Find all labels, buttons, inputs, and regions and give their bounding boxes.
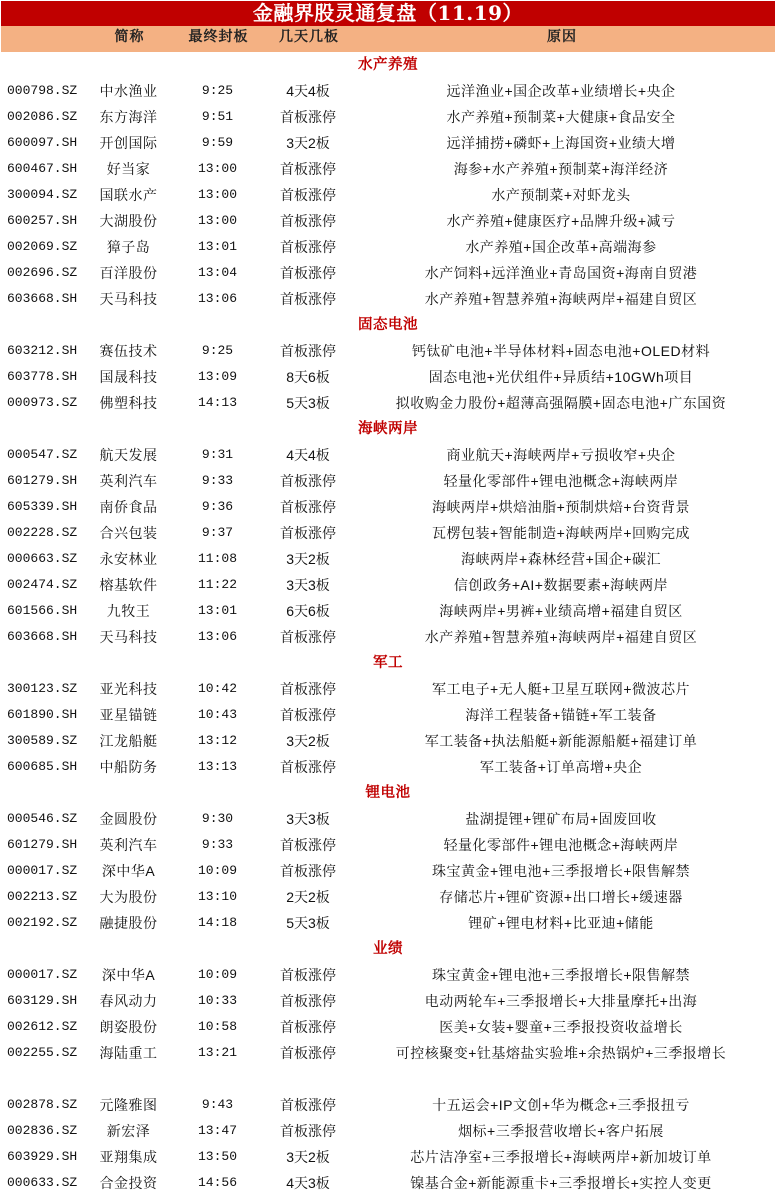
final-seal-time: 9:37 [201, 525, 234, 540]
section-title: 业绩 [373, 941, 403, 957]
stock-code: 000798.SZ [7, 83, 78, 98]
final-seal-time: 9:25 [201, 83, 234, 98]
stock-code: 601279.SH [7, 473, 78, 488]
stock-code: 002836.SZ [7, 1123, 78, 1138]
limit-up-reason: 远洋捕捞+磷虾+上海国资+业绩大增 [446, 135, 676, 151]
table-row [0, 182, 776, 208]
days-boards: 首板涨停 [280, 1019, 336, 1035]
stock-code: 000017.SZ [7, 863, 78, 878]
table-row [0, 1170, 776, 1196]
header-final-seal-time: 最终封板 [188, 28, 249, 44]
stock-code: 300094.SZ [7, 187, 78, 202]
final-seal-time: 9:43 [201, 1097, 234, 1112]
days-boards: 首板涨停 [280, 525, 336, 541]
stock-name: 百洋股份 [99, 265, 158, 281]
stock-code: 002255.SZ [7, 1045, 78, 1060]
limit-up-reason: 水产预制菜+对虾龙头 [491, 187, 631, 203]
days-boards: 5天3板 [286, 395, 330, 411]
table-row [0, 364, 776, 390]
stock-name: 国晟科技 [99, 369, 158, 385]
table-row [0, 468, 776, 494]
days-boards: 4天3板 [286, 1175, 330, 1191]
days-boards: 首板涨停 [280, 1123, 336, 1139]
table-row [0, 806, 776, 832]
stock-code: 601890.SH [7, 707, 78, 722]
final-seal-time: 9:59 [201, 135, 234, 150]
stock-code: 600097.SH [7, 135, 78, 150]
stock-code: 002612.SZ [7, 1019, 78, 1034]
stock-name: 合兴包装 [99, 525, 158, 541]
stock-name: 九牧王 [106, 603, 151, 619]
stock-code: 000633.SZ [7, 1175, 78, 1190]
limit-up-reason: 十五运会+IP文创+华为概念+三季报扭亏 [432, 1097, 690, 1113]
final-seal-time: 13:00 [197, 187, 237, 202]
stock-name: 深中华A [101, 863, 156, 879]
stock-name: 英利汽车 [99, 837, 158, 853]
limit-up-reason: 烟标+三季报营收增长+客户拓展 [458, 1123, 664, 1139]
limit-up-reason: 水产养殖+智慧养殖+海峡两岸+福建自贸区 [424, 629, 698, 645]
days-boards: 首板涨停 [280, 1045, 336, 1061]
stock-name: 亚翔集成 [99, 1149, 158, 1165]
final-seal-time: 9:25 [201, 343, 234, 358]
stock-code: 600257.SH [7, 213, 78, 228]
stock-name: 海陆重工 [99, 1045, 158, 1061]
limit-up-reason: 水产养殖+健康医疗+品牌升级+减亏 [446, 213, 676, 229]
table-row [0, 910, 776, 936]
table-row [0, 1040, 776, 1066]
table-row [0, 832, 776, 858]
limit-up-reason: 海峡两岸+烘焙油脂+预制烘焙+台资背景 [431, 499, 691, 515]
table-row [0, 702, 776, 728]
table-row [0, 572, 776, 598]
final-seal-time: 9:33 [201, 473, 234, 488]
table-row [0, 598, 776, 624]
limit-up-reason: 存储芯片+锂矿资源+出口增长+缓速器 [439, 889, 683, 905]
final-seal-time: 13:21 [197, 1045, 237, 1060]
table-row [0, 962, 776, 988]
stock-code: 605339.SH [7, 499, 78, 514]
days-boards: 3天2板 [286, 135, 330, 151]
table-row [0, 728, 776, 754]
final-seal-time: 13:10 [197, 889, 237, 904]
days-boards: 首板涨停 [280, 967, 336, 983]
table-row [0, 208, 776, 234]
stock-code: 002213.SZ [7, 889, 78, 904]
table-row [0, 546, 776, 572]
limit-up-reason: 商业航天+海峡两岸+亏损收窄+央企 [446, 447, 676, 463]
days-boards: 3天2板 [286, 551, 330, 567]
days-boards: 3天2板 [286, 1149, 330, 1165]
table-row [0, 676, 776, 702]
stock-name: 金圆股份 [99, 811, 158, 827]
limit-up-reason: 轻量化零部件+锂电池概念+海峡两岸 [443, 837, 679, 853]
stock-name: 榕基软件 [99, 577, 158, 593]
limit-up-reason: 瓦楞包装+智能制造+海峡两岸+回购完成 [431, 525, 691, 541]
days-boards: 3天3板 [286, 811, 330, 827]
final-seal-time: 10:43 [197, 707, 237, 722]
limit-up-reason: 水产养殖+智慧养殖+海峡两岸+福建自贸区 [424, 291, 698, 307]
table-row [0, 1144, 776, 1170]
final-seal-time: 14:18 [197, 915, 237, 930]
final-seal-time: 10:58 [197, 1019, 237, 1034]
final-seal-time: 13:04 [197, 265, 237, 280]
table-row [0, 442, 776, 468]
stock-name: 南侨食品 [99, 499, 158, 515]
section-title: 锂电池 [365, 785, 411, 801]
stock-name: 合金投资 [99, 1175, 158, 1191]
section-title: 水产养殖 [358, 57, 418, 73]
final-seal-time: 11:22 [197, 577, 237, 592]
final-seal-time: 10:09 [197, 863, 237, 878]
days-boards: 首板涨停 [280, 499, 336, 515]
stock-code: 000663.SZ [7, 551, 78, 566]
days-boards: 6天6板 [286, 603, 330, 619]
stock-name: 亚光科技 [99, 681, 158, 697]
stock-name: 融捷股份 [99, 915, 158, 931]
limit-up-reason: 电动两轮车+三季报增长+大排量摩托+出海 [424, 993, 698, 1009]
final-seal-time: 14:13 [197, 395, 237, 410]
table-row [0, 1118, 776, 1144]
limit-up-reason: 海参+水产养殖+预制菜+海洋经济 [453, 161, 669, 177]
table-row [0, 234, 776, 260]
stock-code: 603668.SH [7, 629, 78, 644]
stock-name: 好当家 [106, 161, 151, 177]
stock-code: 002474.SZ [7, 577, 78, 592]
final-seal-time: 13:06 [197, 291, 237, 306]
final-seal-time: 13:13 [197, 759, 237, 774]
stock-code: 300589.SZ [7, 733, 78, 748]
table-row [0, 1092, 776, 1118]
days-boards: 首板涨停 [280, 863, 336, 879]
stock-code: 000547.SZ [7, 447, 78, 462]
stock-code: 000017.SZ [7, 967, 78, 982]
final-seal-time: 10:09 [197, 967, 237, 982]
limit-up-reason: 盐湖提锂+锂矿布局+固废回收 [465, 811, 657, 827]
stock-code: 002696.SZ [7, 265, 78, 280]
stock-code: 603129.SH [7, 993, 78, 1008]
limit-up-reason: 海洋工程装备+锚链+军工装备 [465, 707, 657, 723]
days-boards: 首板涨停 [280, 759, 336, 775]
days-boards: 5天3板 [286, 915, 330, 931]
stock-name: 江龙船艇 [99, 733, 158, 749]
stock-code: 603212.SH [7, 343, 78, 358]
limit-up-reason: 医美+女装+婴童+三季报投资收益增长 [439, 1019, 683, 1035]
final-seal-time: 10:33 [197, 993, 237, 1008]
final-seal-time: 13:09 [197, 369, 237, 384]
stock-name: 獐子岛 [106, 239, 151, 255]
final-seal-time: 13:00 [197, 213, 237, 228]
days-boards: 首板涨停 [280, 265, 336, 281]
stock-name: 英利汽车 [99, 473, 158, 489]
header-reason: 原因 [547, 28, 577, 44]
days-boards: 首板涨停 [280, 109, 336, 125]
stock-code: 002192.SZ [7, 915, 78, 930]
days-boards: 首板涨停 [280, 213, 336, 229]
days-boards: 3天3板 [286, 577, 330, 593]
table-header [1, 26, 775, 52]
stock-name: 大为股份 [99, 889, 158, 905]
stock-name: 永安林业 [99, 551, 158, 567]
days-boards: 4天4板 [286, 83, 330, 99]
limit-up-reason: 水产饲料+远洋渔业+青岛国资+海南自贸港 [424, 265, 698, 281]
limit-up-reason: 固态电池+光伏组件+异质结+10GWh项目 [428, 369, 694, 385]
days-boards: 首板涨停 [280, 473, 336, 489]
limit-up-reason: 可控核聚变+钍基熔盐实验堆+余热锅炉+三季报增长 [395, 1045, 727, 1061]
header-days-boards: 几天几板 [279, 28, 339, 44]
stock-name: 大湖股份 [99, 213, 158, 229]
final-seal-time: 9:36 [201, 499, 234, 514]
stock-name: 朗姿股份 [99, 1019, 158, 1035]
stock-name: 国联水产 [99, 187, 158, 203]
limit-up-reason: 拟收购金力股份+超薄高强隔膜+固态电池+广东国资 [395, 395, 727, 411]
days-boards: 首板涨停 [280, 1097, 336, 1113]
table-row [0, 858, 776, 884]
table-row [0, 520, 776, 546]
final-seal-time: 13:06 [197, 629, 237, 644]
days-boards: 首板涨停 [280, 707, 336, 723]
stock-code: 002878.SZ [7, 1097, 78, 1112]
final-seal-time: 13:50 [197, 1149, 237, 1164]
stock-code: 600685.SH [7, 759, 78, 774]
stock-name: 开创国际 [99, 135, 158, 151]
table-row [0, 104, 776, 130]
final-seal-time: 9:30 [201, 811, 234, 826]
final-seal-time: 13:01 [197, 239, 237, 254]
limit-up-reason: 芯片洁净室+三季报增长+海峡两岸+新加坡订单 [410, 1149, 712, 1165]
days-boards: 3天2板 [286, 733, 330, 749]
days-boards: 首板涨停 [280, 343, 336, 359]
table-row [0, 260, 776, 286]
limit-up-reason: 钙钛矿电池+半导体材料+固态电池+OLED材料 [411, 343, 711, 359]
table-row [0, 156, 776, 182]
stock-name: 中船防务 [99, 759, 158, 775]
stock-name: 天马科技 [99, 291, 158, 307]
stock-name: 元隆雅图 [99, 1097, 158, 1113]
table-row [0, 884, 776, 910]
stock-code: 603668.SH [7, 291, 78, 306]
final-seal-time: 10:42 [197, 681, 237, 696]
limit-up-reason: 轻量化零部件+锂电池概念+海峡两岸 [443, 473, 679, 489]
final-seal-time: 11:08 [197, 551, 237, 566]
page-title: 金融界股灵通复盘（11.19） [1, 1, 775, 26]
final-seal-time: 14:56 [197, 1175, 237, 1190]
limit-up-reason: 珠宝黄金+锂电池+三季报增长+限售解禁 [431, 967, 691, 983]
limit-up-reason: 远洋渔业+国企改革+业绩增长+央企 [446, 83, 676, 99]
header-code [8, 26, 93, 52]
final-seal-time: 13:47 [197, 1123, 237, 1138]
table-row [0, 130, 776, 156]
table-row [0, 1014, 776, 1040]
section-title: 军工 [373, 655, 403, 671]
limit-up-reason: 信创政务+AI+数据要素+海峡两岸 [453, 577, 669, 593]
stock-code: 601279.SH [7, 837, 78, 852]
header-name: 简称 [114, 28, 145, 44]
final-seal-time: 9:31 [201, 447, 234, 462]
table-row [0, 338, 776, 364]
limit-up-reason: 镍基合金+新能源重卡+三季报增长+实控人变更 [410, 1175, 712, 1191]
stock-code: 002069.SZ [7, 239, 78, 254]
days-boards: 首板涨停 [280, 993, 336, 1009]
stock-code: 000546.SZ [7, 811, 78, 826]
stock-name: 春风动力 [99, 993, 158, 1009]
stock-name: 东方海洋 [99, 109, 158, 125]
days-boards: 首板涨停 [280, 239, 336, 255]
days-boards: 首板涨停 [280, 681, 336, 697]
limit-up-reason: 军工电子+无人艇+卫星互联网+微波芯片 [431, 681, 691, 697]
limit-up-reason: 军工装备+执法船艇+新能源船艇+福建订单 [424, 733, 698, 749]
table-row [0, 286, 776, 312]
stock-name: 中水渔业 [99, 83, 158, 99]
stock-name: 赛伍技术 [99, 343, 158, 359]
section-title: 固态电池 [358, 317, 418, 333]
days-boards: 8天6板 [286, 369, 330, 385]
final-seal-time: 13:01 [197, 603, 237, 618]
table-row [0, 494, 776, 520]
stock-name: 佛塑科技 [99, 395, 158, 411]
final-seal-time: 9:51 [201, 109, 234, 124]
days-boards: 首板涨停 [280, 161, 336, 177]
limit-up-reason: 锂矿+锂电材料+比亚迪+储能 [468, 915, 654, 931]
stock-code: 601566.SH [7, 603, 78, 618]
stock-code: 300123.SZ [7, 681, 78, 696]
table-row [0, 390, 776, 416]
final-seal-time: 13:12 [197, 733, 237, 748]
limit-up-reason: 水产养殖+预制菜+大健康+食品安全 [446, 109, 676, 125]
stock-name: 亚星锚链 [99, 707, 158, 723]
section-title: 海峡两岸 [358, 421, 418, 437]
table-row [0, 988, 776, 1014]
stock-name: 天马科技 [99, 629, 158, 645]
limit-up-reason: 海峡两岸+森林经营+国企+碳汇 [460, 551, 662, 567]
limit-up-reason: 海峡两岸+男裤+业绩高增+福建自贸区 [439, 603, 683, 619]
stock-code: 000973.SZ [7, 395, 78, 410]
days-boards: 首板涨停 [280, 291, 336, 307]
limit-up-reason: 水产养殖+国企改革+高端海参 [465, 239, 657, 255]
stock-code: 603929.SH [7, 1149, 78, 1164]
stock-code: 603778.SH [7, 369, 78, 384]
final-seal-time: 9:33 [201, 837, 234, 852]
stock-name: 深中华A [101, 967, 156, 983]
table-row [0, 624, 776, 650]
stock-name: 航天发展 [99, 447, 158, 463]
stock-name: 新宏泽 [106, 1123, 151, 1139]
section-title [0, 1066, 776, 1092]
stock-code: 600467.SH [7, 161, 78, 176]
limit-up-reason: 军工装备+订单高增+央企 [479, 759, 643, 775]
stock-code: 002086.SZ [7, 109, 78, 124]
days-boards: 4天4板 [286, 447, 330, 463]
days-boards: 2天2板 [286, 889, 330, 905]
days-boards: 首板涨停 [280, 629, 336, 645]
days-boards: 首板涨停 [280, 837, 336, 853]
final-seal-time: 13:00 [197, 161, 237, 176]
days-boards: 首板涨停 [280, 187, 336, 203]
limit-up-reason: 珠宝黄金+锂电池+三季报增长+限售解禁 [431, 863, 691, 879]
stock-code: 002228.SZ [7, 525, 78, 540]
table-row [0, 78, 776, 104]
table-row [0, 754, 776, 780]
